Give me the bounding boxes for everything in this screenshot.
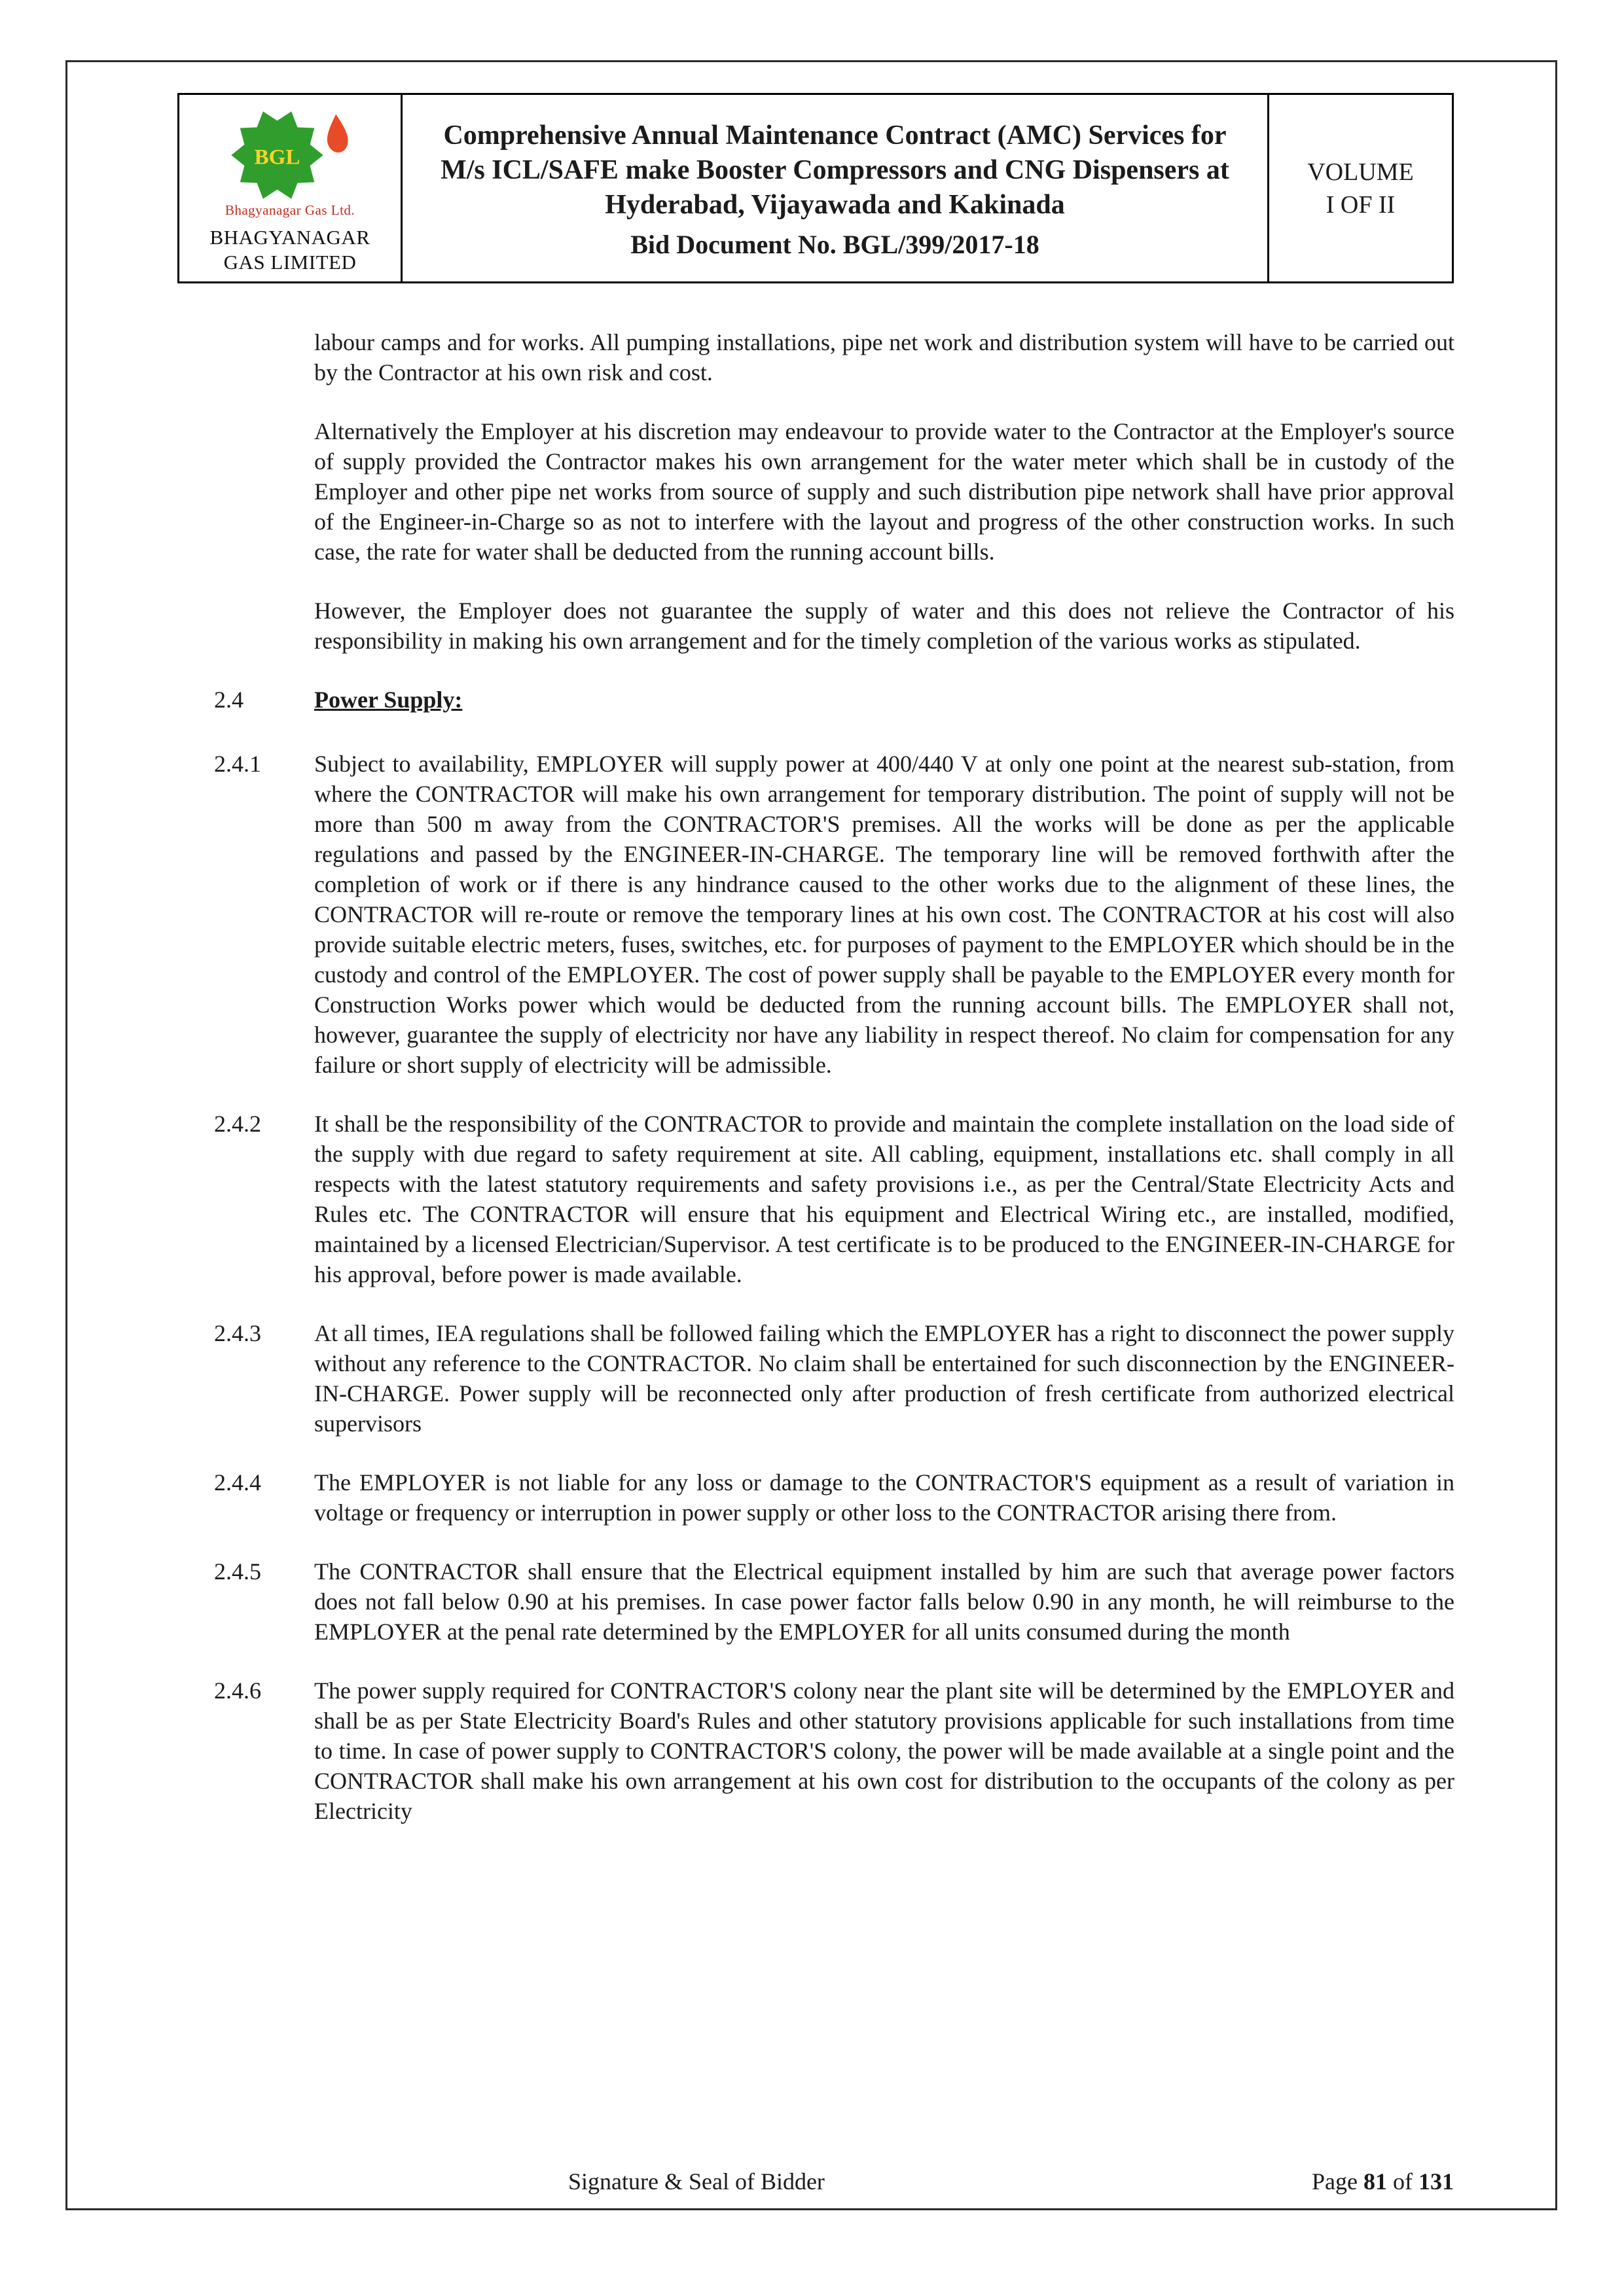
section-number: 2.4: [214, 687, 244, 713]
signature-seal-label: Signature & Seal of Bidder: [568, 2168, 825, 2195]
paragraph-water-supply-alt: [214, 416, 1454, 567]
document-body: [214, 327, 1454, 1855]
section-heading-text: Power Supply:: [314, 687, 463, 713]
clause-text: The CONTRACTOR shall ensure that the Electrical equipment installed by him are such that average power factors does not fall below 0.90 at his premises. In case power factor falls below 0.90 in any month, he will reimburse to the EMPLOYER at the penal rate determined by the EMPLOYER for all units consumed during the month: [314, 1558, 1454, 1645]
clause-number: 2.4.2: [214, 1111, 261, 1137]
clause-number: 2.4.5: [214, 1558, 261, 1585]
clause-2-4-6: [214, 1676, 1454, 1826]
company-name: [210, 225, 370, 275]
bgl-logo-icon: [220, 104, 360, 206]
page-word: Page: [1312, 2168, 1358, 2195]
clause-2-4-3: [214, 1318, 1454, 1439]
logo-flame-icon: [327, 115, 348, 152]
logo-monogram: BGL: [254, 145, 300, 170]
clause-text: The power supply required for CONTRACTOR'S colony near the plant site will be determined by the EMPLOYER and shall be as per State Electricity Board's Rules and other statutory provisions applicable for such installations from time to time. In case of power supply to CONTRACTOR'S colony, the power will be made available at a single point and the CONTRACTOR shall make his own arrangement at his own cost for distribution to the occupants of the colony as per Electricity: [314, 1677, 1454, 1824]
logo-cell: [179, 95, 401, 281]
company-name-line1: BHAGYANAGAR: [209, 226, 370, 249]
clause-number: 2.4.4: [214, 1469, 261, 1496]
clause-2-4-5: [214, 1556, 1454, 1647]
paragraph-text: However, the Employer does not guarantee the supply of water and this does not relieve the Contractor of his responsibility in making his own arrangement and for the timely completion of the various works as stipulated.: [314, 598, 1454, 654]
section-heading-power-supply: [214, 685, 1454, 715]
total-pages: 131: [1418, 2168, 1454, 2195]
clause-number: 2.4.6: [214, 1677, 261, 1704]
volume-cell: [1267, 95, 1452, 281]
clause-number: 2.4.1: [214, 751, 261, 777]
continuation-paragraph: [214, 327, 1454, 387]
title-cell: [401, 95, 1267, 281]
paragraph-text: Alternatively the Employer at his discretion may endeavour to provide water to the Contractor at the Employer's source of supply provided the Contractor makes his own arrangement for the water meter which shall be in custody of the Employer and other pipe net works from source of supply and such distribution pipe network shall have prior approval of the Engineer-in-Charge so as not to interfere with the layout and progress of the other construction works. In such case, the rate for water shall be deducted from the running account bills.: [314, 418, 1454, 565]
clause-text: At all times, IEA regulations shall be followed failing which the EMPLOYER has a right to disconnect the power supply without any reference to the CONTRACTOR. No claim shall be entertained for such disconnection by the ENGINEER-IN-CHARGE. Power supply will be reconnected only after production of fresh certificate from authorized electrical supervisors: [314, 1320, 1454, 1437]
header-table: [177, 93, 1454, 283]
page-number-indicator: [1312, 2168, 1454, 2195]
clause-2-4-1: [214, 749, 1454, 1080]
company-name-line2: GAS LIMITED: [223, 251, 357, 274]
clause-2-4-4: [214, 1467, 1454, 1528]
document-title: Comprehensive Annual Maintenance Contract (AMC) Services for M/s ICL/SAFE make Booster Compressors and CNG Dispensers at Hyderabad, Vijayawada and Kakinada: [441, 120, 1229, 220]
clause-number: 2.4.3: [214, 1320, 261, 1346]
clause-text: The EMPLOYER is not liable for any loss or damage to the CONTRACTOR'S equipment as a result of variation in voltage or frequency or interruption in power supply or other loss to the CONTRACTOR arising there from.: [314, 1469, 1454, 1526]
clause-text: It shall be the responsibility of the CONTRACTOR to provide and maintain the complete installation on the load side of the supply with due regard to safety requirement at site. All cabling, equipment, installations etc. shall comply in all respects with the latest statutory requirements and safety provisions i.e., as per the Central/State Electricity Acts and Rules etc. The CONTRACTOR will ensure that his equipment and Electrical Wiring etc., are installed, modified, maintained by a licensed Electrician/Supervisor. A test certificate is to be produced to the ENGINEER-IN-CHARGE for his approval, before power is made available.: [314, 1111, 1454, 1287]
logo-tagline: Bhagyanagar Gas Ltd.: [225, 202, 355, 218]
paragraph-water-no-guarantee: [214, 596, 1454, 656]
volume-line1: VOLUME: [1307, 158, 1414, 186]
volume-line2: I OF II: [1326, 190, 1396, 219]
page-number: 81: [1363, 2168, 1387, 2195]
of-word: of: [1393, 2168, 1413, 2195]
clause-text: Subject to availability, EMPLOYER will supply power at 400/440 V at only one point at the nearest sub-station, from where the CONTRACTOR will make his own arrangement for temporary distribution. The point of supply will not be more than 500 m away from the CONTRACTOR'S premises. All the works will be done as per the applicable regulations and passed by the ENGINEER-IN-CHARGE. The temporary line will be removed forthwith after the completion of work or if there is any hindrance caused to the other works due to the alignment of these lines, the CONTRACTOR will re-route or remove the temporary lines at his own cost. The CONTRACTOR at his cost will also provide suitable electric meters, fuses, switches, etc. for purposes of payment to the EMPLOYER which should be in the custody and control of the EMPLOYER. The cost of power supply shall be payable to the EMPLOYER every month for Construction Works power which would be deducted from the running account bills. The EMPLOYER shall not, however, guarantee the supply of electricity nor have any liability in respect thereof. No claim for compensation for any failure or short supply of electricity will be admissible.: [314, 751, 1454, 1078]
bid-document-number: Bid Document No. BGL/399/2017-18: [630, 229, 1039, 259]
paragraph-text: labour camps and for works. All pumping installations, pipe net work and distribution system will have to be carried out by the Contractor at his own risk and cost.: [314, 329, 1454, 386]
clause-2-4-2: [214, 1109, 1454, 1289]
